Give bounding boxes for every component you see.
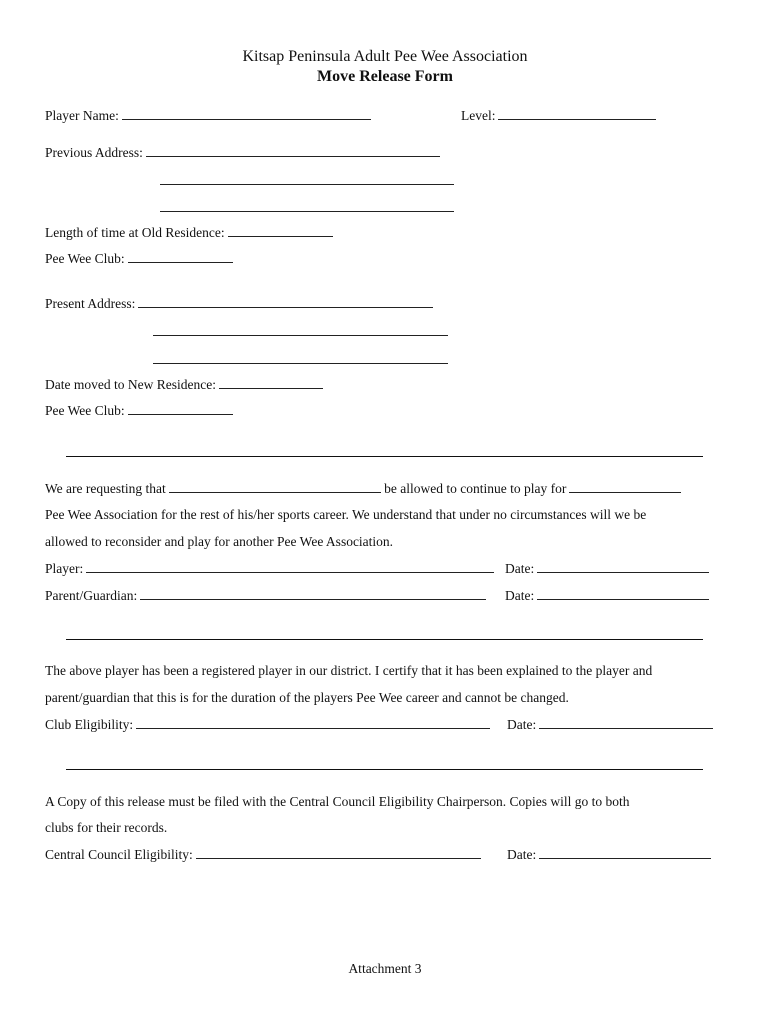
club-date-field[interactable] bbox=[539, 717, 713, 729]
player-signature-row bbox=[45, 561, 494, 577]
section-divider-3 bbox=[66, 769, 703, 770]
district-line-1: The above player has been a registered player in our district. I certify that it has been explained to the player and bbox=[45, 663, 653, 678]
date-moved-label: Date moved to New Residence: bbox=[45, 377, 216, 392]
player-name-field[interactable] bbox=[122, 108, 371, 120]
parent-date-label: Date: bbox=[505, 588, 535, 603]
length-of-time-field[interactable] bbox=[228, 225, 333, 237]
request-line-3: allowed to reconsider and play for another Pee Wee Association. bbox=[45, 534, 394, 549]
present-address-field-2[interactable] bbox=[153, 324, 448, 336]
club-eligibility-label: Club Eligibility: bbox=[45, 717, 134, 732]
request-text-part-2: be allowed to continue to play for bbox=[384, 481, 567, 496]
pee-wee-club-field-1[interactable] bbox=[128, 251, 233, 263]
attachment-label: Attachment 3 bbox=[348, 961, 422, 976]
parent-signature-row bbox=[45, 588, 486, 604]
requested-player-field[interactable] bbox=[169, 481, 381, 493]
present-address-field-3[interactable] bbox=[153, 352, 448, 364]
request-line-2: Pee Wee Association for the rest of his/her sports career. We understand that under no circumstances will we be bbox=[45, 507, 647, 522]
club-date-row bbox=[507, 717, 713, 733]
previous-address-label: Previous Address: bbox=[45, 145, 143, 160]
player-date-label: Date: bbox=[505, 561, 535, 576]
central-council-row bbox=[45, 847, 481, 863]
previous-address-field-1[interactable] bbox=[146, 145, 440, 157]
player-signature-field[interactable] bbox=[86, 561, 494, 573]
club-eligibility-row bbox=[45, 717, 490, 733]
length-of-time-row bbox=[45, 225, 333, 241]
council-line-1: A Copy of this release must be filed with the Central Council Eligibility Chairperson. Copies will go to both bbox=[45, 794, 630, 809]
previous-address-row bbox=[45, 145, 440, 161]
parent-label: Parent/Guardian: bbox=[45, 588, 138, 603]
pee-wee-club-row-1 bbox=[45, 251, 233, 267]
section-divider-2 bbox=[66, 639, 703, 640]
club-eligibility-field[interactable] bbox=[136, 717, 490, 729]
council-line-2: clubs for their records. bbox=[45, 820, 168, 835]
player-date-field[interactable] bbox=[537, 561, 709, 573]
form-title: Kitsap Peninsula Adult Pee Wee Association bbox=[242, 48, 528, 65]
present-address-row bbox=[45, 296, 433, 312]
present-address-line-2 bbox=[150, 324, 448, 340]
central-council-label: Central Council Eligibility: bbox=[45, 847, 193, 862]
council-date-row bbox=[507, 847, 711, 863]
previous-address-field-3[interactable] bbox=[160, 200, 454, 212]
pee-wee-club-field-2[interactable] bbox=[128, 403, 233, 415]
pee-wee-club-label-1: Pee Wee Club: bbox=[45, 251, 125, 266]
section-divider-1 bbox=[66, 456, 703, 457]
requested-association-field[interactable] bbox=[569, 481, 681, 493]
player-name-label: Player Name: bbox=[45, 108, 119, 123]
player-date-row bbox=[505, 561, 709, 577]
request-line-1 bbox=[45, 481, 681, 497]
player-name-row bbox=[45, 108, 371, 124]
previous-address-field-2[interactable] bbox=[160, 173, 454, 185]
pee-wee-club-label-2: Pee Wee Club: bbox=[45, 403, 125, 418]
parent-date-row bbox=[505, 588, 709, 604]
previous-address-line-3 bbox=[157, 200, 454, 216]
length-of-time-label: Length of time at Old Residence: bbox=[45, 225, 225, 240]
parent-date-field[interactable] bbox=[537, 588, 709, 600]
council-date-field[interactable] bbox=[539, 847, 711, 859]
date-moved-field[interactable] bbox=[219, 377, 323, 389]
form-subtitle: Move Release Form bbox=[317, 68, 453, 85]
central-council-field[interactable] bbox=[196, 847, 481, 859]
parent-signature-field[interactable] bbox=[140, 588, 486, 600]
request-text-part-1: We are requesting that bbox=[45, 481, 166, 496]
date-moved-row bbox=[45, 377, 323, 393]
level-field[interactable] bbox=[498, 108, 656, 120]
council-date-label: Date: bbox=[507, 847, 537, 862]
level-row bbox=[461, 108, 656, 124]
pee-wee-club-row-2 bbox=[45, 403, 233, 419]
present-address-field-1[interactable] bbox=[138, 296, 433, 308]
level-label: Level: bbox=[461, 108, 496, 123]
previous-address-line-2 bbox=[157, 173, 454, 189]
present-address-line-3 bbox=[150, 352, 448, 368]
present-address-label: Present Address: bbox=[45, 296, 136, 311]
player-label: Player: bbox=[45, 561, 84, 576]
district-line-2: parent/guardian that this is for the duration of the players Pee Wee career and cannot be changed. bbox=[45, 690, 569, 705]
club-date-label: Date: bbox=[507, 717, 537, 732]
